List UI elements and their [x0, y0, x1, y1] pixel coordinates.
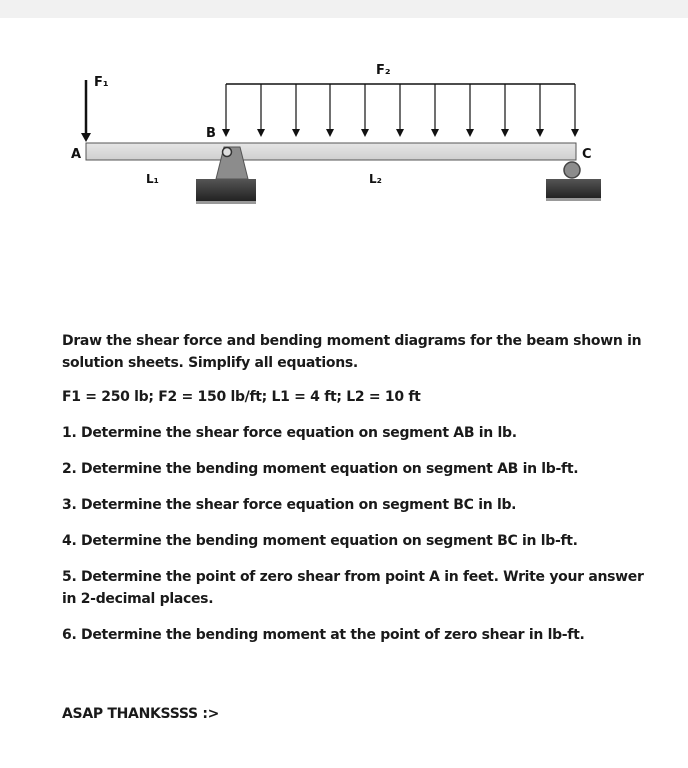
- l2-label: L₂: [369, 172, 382, 186]
- point-c-label: C: [582, 147, 592, 162]
- point-a-label: A: [71, 147, 82, 162]
- question-4: 4. Determine the bending moment equation on segment BC in lb-ft.: [62, 533, 578, 549]
- problem-intro: Draw the shear force and bending moment diagrams for the beam shown in solution sheets. Simplify all equations.: [62, 333, 642, 371]
- f1-arrowhead: [81, 133, 91, 142]
- closing-note: ASAP THANKSSSS :>: [62, 706, 220, 722]
- beam-diagram: [60, 55, 620, 215]
- question-3: 3. Determine the shear force equation on segment BC in lb.: [62, 497, 517, 513]
- f1-label: F₁: [94, 75, 109, 90]
- distributed-load: [222, 84, 579, 137]
- problem-text: [62, 330, 647, 660]
- question-2: 2. Determine the bending moment equation on segment AB in lb-ft.: [62, 461, 579, 477]
- point-b-label: B: [206, 126, 216, 141]
- f2-label: F₂: [376, 63, 391, 78]
- question-5: 5. Determine the point of zero shear from point A in feet. Write your answer in 2-decimal places.: [62, 569, 644, 607]
- beam: [86, 143, 576, 160]
- given-values: F1 = 250 lb; F2 = 150 lb/ft; L1 = 4 ft; L2 = 10 ft: [62, 389, 421, 405]
- question-6: 6. Determine the bending moment at the point of zero shear in lb-ft.: [62, 627, 585, 643]
- top-bar: [0, 0, 688, 18]
- l1-label: L₁: [146, 172, 159, 186]
- beam-diagram-svg: [60, 55, 620, 215]
- roller-support: [546, 162, 601, 201]
- question-1: 1. Determine the shear force equation on segment AB in lb.: [62, 425, 517, 441]
